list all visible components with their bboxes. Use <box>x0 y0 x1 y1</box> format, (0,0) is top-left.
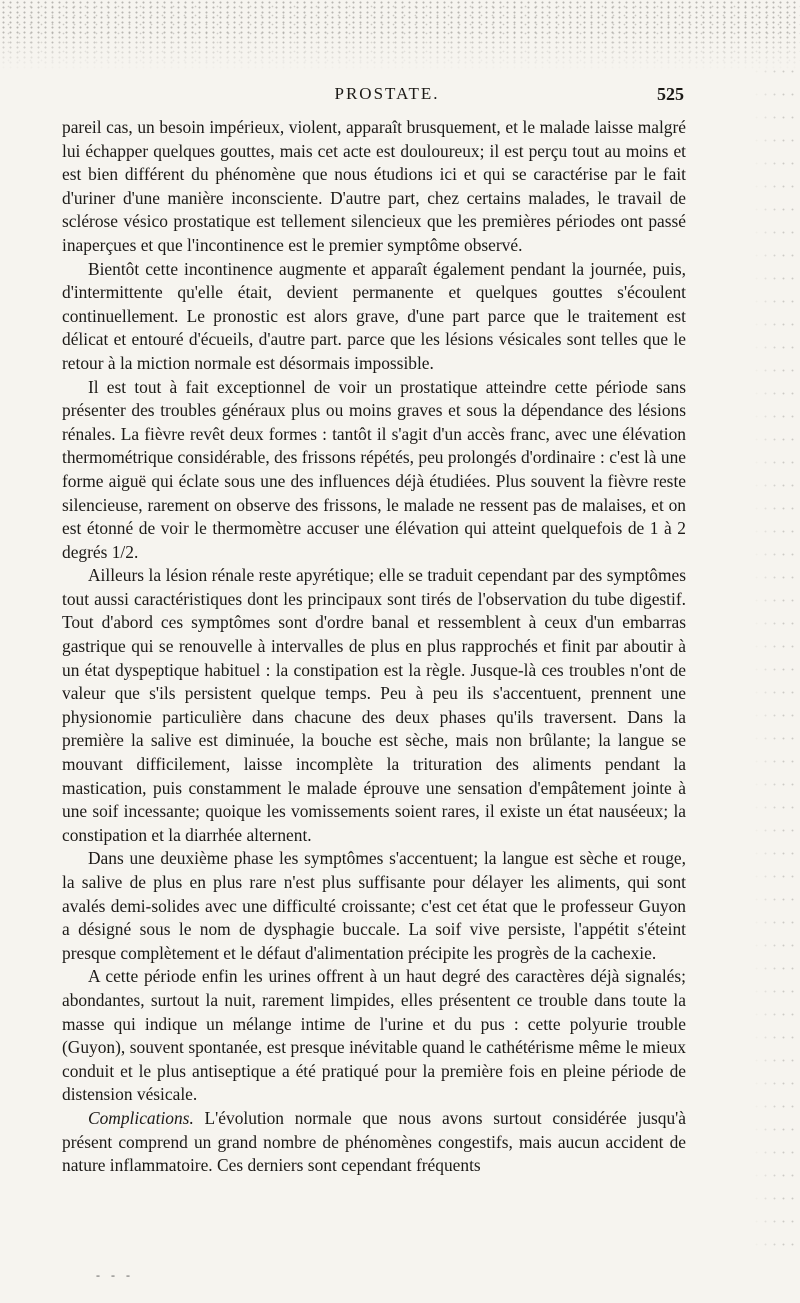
paragraph-5: Dans une deuxième phase les symptômes s'accentuent; la langue est sèche et rouge, la salive de plus en plus rare n'est plus suffisante pour délayer les aliments, qui sont avalés demi-solides avec une difficulté croissante; c'est cet état que le professeur Guyon a désigné sous le nom de dysphagie buccale. La soif vive persiste, l'appétit s'éteint presque complètement et le défaut d'alimentation précipite les progrès de la cachexie. <box>62 848 686 963</box>
section-run-in-heading: Complications. <box>88 1107 194 1128</box>
body-text <box>62 116 686 1178</box>
scan-speckle-right-margin <box>752 60 800 1260</box>
paragraph-7-text: L'évolution normale que nous avons surtout considérée jusqu'à présent comprend un grand nombre de phénomènes congestifs, mais aucun accident de nature inflammatoire. Ces derniers sont cependant fréquents <box>62 1107 686 1176</box>
page-number: 525 <box>657 84 684 104</box>
scan-speckle-top <box>0 0 800 70</box>
paragraph-2: Bientôt cette incontinence augmente et apparaît également pendant la journée, puis, d'intermittente qu'elle était, devient permanente et quelques gouttes s'écoulent continuellement. Le pronostic est alors grave, d'une part parce que le traitement est délicat et entouré d'écueils, d'autre part. parce que les lésions vésicales sont telles que le retour à la miction normale est désormais impossible. <box>62 258 686 373</box>
paragraph-1: pareil cas, un besoin impérieux, violent, apparaît brusquement, et le malade laisse malgré lui échapper quelques gouttes, mais cet acte est douloureux; il est perçu tout au moins et est bien différent du phénomène que nous étudions ici et qui se caractérise par le fait d'uriner d'une manière inconsciente. D'autre part, chez certains malades, le travail de sclérose vésico prostatique est tellement silencieux que les premières périodes ont passé inaperçues et que l'incontinence est le premier symptôme observé. <box>62 117 686 255</box>
paragraph-3: Il est tout à fait exceptionnel de voir un prostatique atteindre cette période sans présenter des troubles généraux plus ou moins graves et sous la dépendance des lésions rénales. La fièvre revêt deux formes : tantôt il s'agit d'un accès franc, avec une élévation thermométrique considérable, des frissons répétés, peu prolongés d'ordinaire : c'est là une forme aiguë qui éclate sous une des influences déjà étudiées. Plus souvent la fièvre reste silencieuse, rarement on observe des frissons, le malade ne ressent pas de malaises, et on est étonné de voir le thermomètre accuser une élévation qui atteint quelquefois de 1 à 2 degrés 1/2. <box>62 376 686 562</box>
paragraph-6: A cette période enfin les urines offrent à un haut degré des caractères déjà signalés; abondantes, surtout la nuit, rarement limpides, elles présentent ce trouble dans toute la masse qui indique un mélange intime de l'urine et du pus : cette polyurie trouble (Guyon), souvent spontanée, est presque inévitable quand le cathétérisme même le mieux conduit et le plus antiseptique a été pratiqué pour la première fois en pleine période de distension vésicale. <box>62 966 686 1105</box>
footer-mark: - - - <box>96 1268 134 1282</box>
running-head: PROSTATE. <box>334 84 440 103</box>
paragraph-7 <box>62 1107 686 1178</box>
page-header <box>62 84 684 110</box>
paragraph-4: Ailleurs la lésion rénale reste apyrétique; elle se traduit cependant par des symptômes tout aussi caractéristiques dont les principaux sont tirés de l'observation du tube digestif. Tout d'abord ces symptômes sont d'ordre banal et ressemblent à ceux d'un embarras gastrique qui se renouvelle à intervalles de plus en plus rapprochés et finit par aboutir à un état dyspeptique habituel : la constipation est la règle. Jusque-là ces troubles n'ont de valeur que s'ils persistent quelque temps. Peu à peu ils s'accentuent, prennent une physionomie particulière dans chacune des deux phases qu'ils traversent. Dans la première la salive est diminuée, la bouche est sèche, mais non brûlante; la langue se mouvant difficilement, laisse incomplète la trituration des aliments pendant la mastication, puis constamment le malade éprouve une sensation d'empâtement jointe à une soif incessante; quoique les vomissements soient rares, il existe un état nauséeux; la constipation et la diarrhée alternent. <box>62 565 686 845</box>
